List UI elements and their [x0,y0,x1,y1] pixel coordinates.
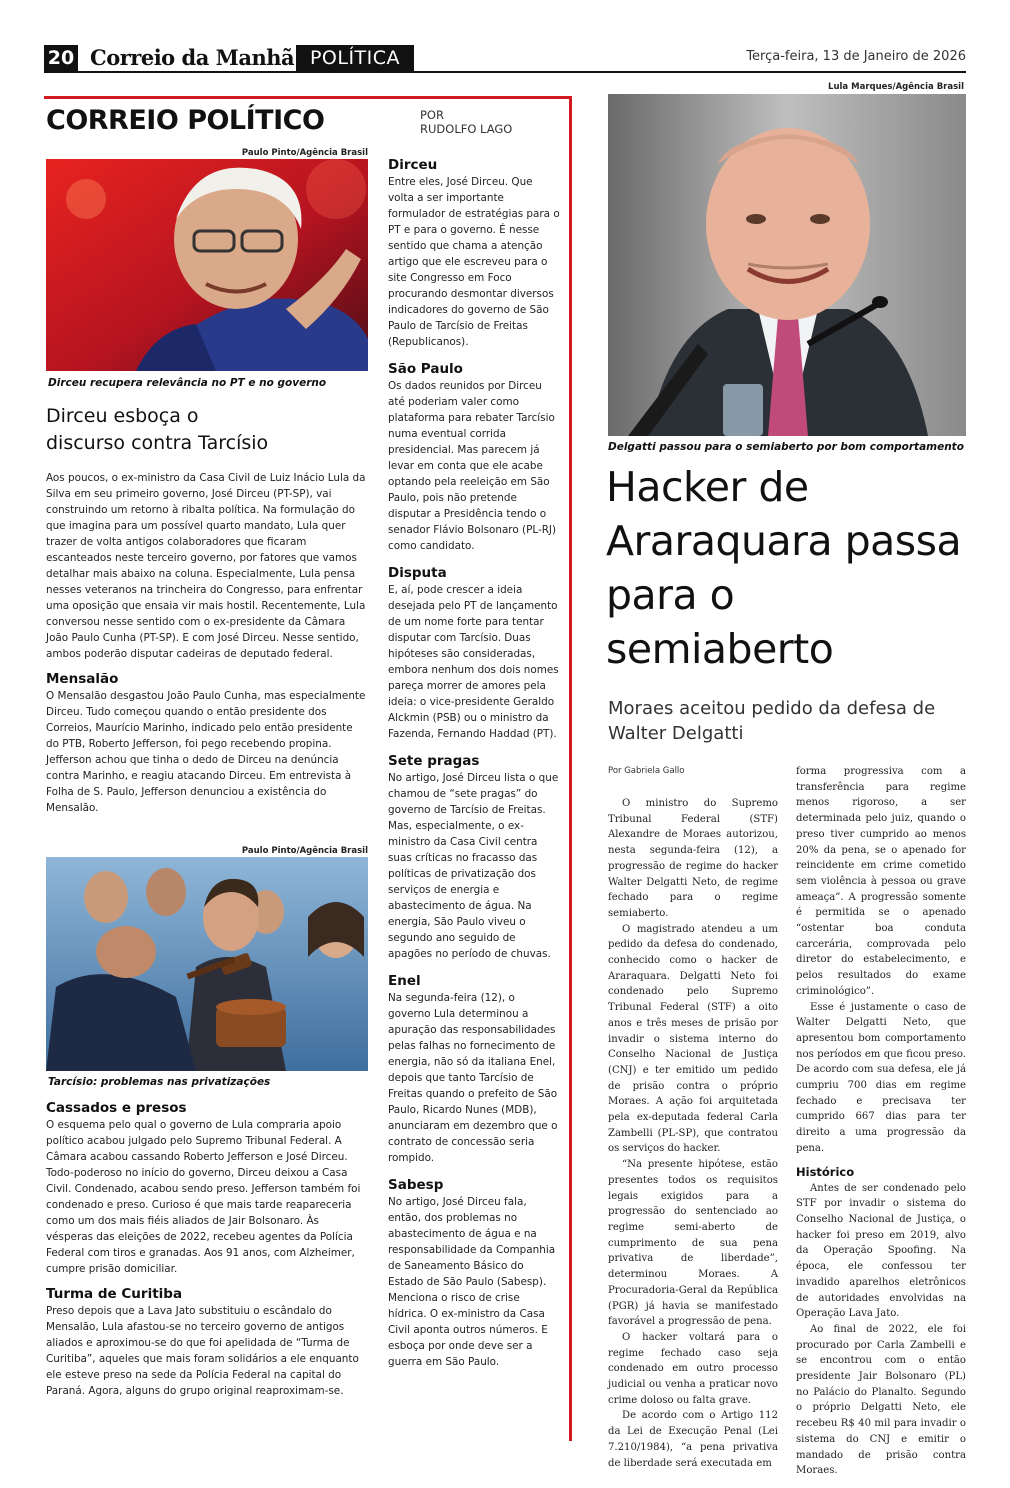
article-p7: Esse é justamente o caso de Walter Delgatti Neto, que apresentou bom comportamento nos períodos em que ficou preso. De acordo com sua defesa, ele já cumpriu 700 dias em regime fechado e precisava ter cumprido 667 dias para ter direito a uma progressão da pena. [796,1001,966,1154]
article-p1: O ministro do Supremo Tribunal Federal (STF) Alexandre de Moraes autorizou, nesta segunda-feira (12), a progressão de regime do hacker Walter Delgatti Neto, de regime fechado para o regime semiaberto. [608,798,778,919]
photo1-caption: Dirceu recupera relevância no PT e no governo [48,377,327,389]
column-right-block [388,156,560,1370]
sabesp-text: No artigo, José Dirceu fala, então, dos problemas no abastecimento de água e na responsabilidade da Companhia de Saneamento Básico do Estado de São Paulo (Sabesp). Menciona o risco de crise hídrica. O ex-ministro da Casa Civil aponta outros números. E esboça por onde deve ser a guerra em São Paulo. [388,1196,556,1368]
article-p4: O hacker voltará para o regime fechado caso seja condenado em outro processo judicial ou venha a praticar novo crime doloso ou falta grave. [608,1331,778,1406]
dirceu-text: Entre eles, José Dirceu. Que volta a ser importante formulador de estratégias para o PT e para o governo. É nesse sentido que chama a atenção artigo que ele escreveu para o site Congresso em Foco procurando desmontar diversos indicadores do governo de São Paulo de Tarcísio de Freitas (Republicanos). [388,176,560,348]
sete-subhead: Sete pragas [388,753,480,769]
issue-date: Terça-feira, 13 de Janeiro de 2026 [746,49,966,64]
article-author: Por Gabriela Gallo [608,766,685,776]
photo-tarcisio-image [46,857,368,1071]
photo1-credit: Paulo Pinto/Agência Brasil [241,148,368,158]
photo-delgatti-image [608,94,966,436]
photo2-caption: Tarcísio: problemas nas privatizações [48,1076,271,1088]
dirceu-subhead: Dirceu [388,157,438,173]
article-photo-credit: Lula Marques/Agência Brasil [828,82,964,92]
newspaper-logo: Correio da Manhã [90,45,295,70]
article-p5: De acordo com o Artigo 112 da Lei de Execução Penal (Lei 7.210/1984), “a pena privativa de liberdade será executada em [608,1410,778,1469]
page-number: 20 [44,45,78,71]
article-p6: forma progressiva com a transferência para regime menos rigoroso, a ser determinada pelo juiz, quando o preso tiver cumprido ao menos 20% da pena, se o apenado for reincidente em crime cometido sem violência à pessoa ou grave ameaça”. A progressão somente é permitida se o apenado “ostentar boa conduta carcerária, comprovada pelo diretor do estabelecimento, e pelos resultados do exame criminológico”. [796,766,966,997]
column-left-block-1 [46,470,368,816]
photo-dirceu [46,159,368,371]
article-p3: “Na presente hipótese, estão presentes todos os requisitos legais exigidos para a progressão do sentenciado ao regime semi-aberto de cumprimento de sua pena privativa de liberdade”, determinou Moraes. A Procuradoria-Geral da República (PGR) já havia se manifestado favorável a progressão de pena. [608,1159,778,1328]
enel-text: Na segunda-feira (12), o governo Lula determinou a apuração das responsabilidades pelas falhas no fornecimento de energia, não só da italiana Enel, depois que tanto Tarcísio de Freitas quando o prefeito de São Paulo, Ricardo Nunes (MDB), anunciaram em dezembro que o contrato de concessão seria rompido. [388,992,558,1164]
column-byline [420,108,512,136]
photo-delgatti [608,94,966,436]
turma-text: Preso depois que a Lava Jato substituiu o escândalo do Mensalão, Lula afastou-se no terceiro governo de antigos aliados e aproximou-se do que foi apelidada de “Turma de Curitiba”, aqueles que mais foram solidários a ele enquanto ele esteve preso na sede da Polícia Federal na capital do Paraná. Agora, alguns do grupo original reaproximam-se. [46,1305,359,1397]
article-column-2 [796,764,966,1479]
article-p2: O magistrado atendeu a um pedido da defesa do condenado, conhecido como o hacker de Araraquara. Delgatti Neto foi condenado pelo Supremo Tribunal Federal (STF) a oito anos e três meses de prisão por invadir o sistema interno do Conselho Nacional de Justiça (CNJ) e ter emitido um pedido de prisão contra o próprio Moraes. A ação foi arquitetada pela ex-deputada federal Carla Zambelli (PL-SP), que contratou os serviços do hacker. [608,923,778,1155]
mensalao-subhead: Mensalão [46,671,119,687]
article-photo-caption: Delgatti passou para o semiaberto por bom comportamento [608,441,964,453]
photo-tarcisio [46,857,368,1071]
column-left-block-2 [46,1099,368,1399]
sp-text: Os dados reunidos por Dirceu até poderiam valer como plataforma para rebater Tarcísio numa eventual corrida presidencial. Mas parecem já levar em conta que ele acabe optando pela reeleição em São Paulo, pois não pretende disputar a Presidência tendo o senador Flávio Bolsonaro (PL-RJ) como candidato. [388,380,557,552]
disputa-text: E, aí, pode crescer a ideia desejada pelo PT de lançamento de um nome forte para tentar disputar com Tarcísio. Duas hipóteses são consideradas, embora nenhum dos dois nomes pareça morrer de amores pela ideia: o vice-presidente Geraldo Alckmin (PSB) ou o ministro da Fazenda, Fernando Haddad (PT). [388,584,559,740]
column-headline-line2: discurso contra Tarcísio [46,432,269,454]
sabesp-subhead: Sabesp [388,1177,444,1193]
article-deck: Moraes aceitou pedido da defesa de Walter Delgatti [608,698,936,744]
cassados-subhead: Cassados e presos [46,1100,187,1116]
sete-text: No artigo, José Dirceu lista o que chamou de “sete pragas” do governo de Tarcísio de Freitas. Mas, especialmente, o ex-ministro da Casa Civil centra suas críticas no fracasso das políticas de privatização dos serviços de energia e abastecimento de água. Na energia, São Paulo viveu o segundo ano seguido de apagões no período de chuvas. [388,772,559,960]
article-p8: Antes de ser condenado pelo STF por invadir o sistema do Conselho Nacional de Justiça, o hacker foi preso em 2019, alvo da Operação Spoofing. Na época, ele confessou ter invadido aparelhos eletrônicos de autoridades envolvidas na Operação Lava Jato. [796,1182,966,1320]
header-rule [44,71,966,73]
mensalao-text: O Mensalão desgastou João Paulo Cunha, mas especialmente Dirceu. Tudo começou quando o então presidente dos Correios, Maurício Marinho, indicado pelo então presidente do PTB, Roberto Jefferson, foi pego recebendo propina. Jefferson achou que tinha o dedo de Dirceu na denúncia contra Marinho, e reagiu atacando Dirceu. Em entrevista à Folha de S. Paulo, Jefferson denunciou a existência do Mensalão. [46,690,366,814]
sp-subhead: São Paulo [388,361,463,377]
turma-subhead: Turma de Curitiba [46,1286,183,1302]
column-headline-line1: Dirceu esboça o [46,405,199,427]
column-intro: Aos poucos, o ex-ministro da Casa Civil de Luiz Inácio Lula da Silva em seu primeiro governo, José Dirceu (PT-SP), vai construindo um retorno à ribalta política. Na formulação do que imagina para um possível quarto mandato, Lula quer trazer de volta antigos colaboradores que ficaram escanteados neste terceiro governo, por fatores que vamos detalhar mais abaixo na coluna. Especialmente, Lula pensa nesses veteranos na trincheira do Congresso, para enfrentar uma oposição que ensaia vir mais hostil. Recentemente, Lula conversou nesse sentido com o ex-presidente da Câmara João Paulo Cunha (PT-SP). E com José Dirceu. Nesse sentido, ambos poderão disputar cadeiras de deputado federal. [46,472,366,660]
cassados-text: O esquema pelo qual o governo de Lula compraria apoio político acabou julgado pelo Supremo Tribunal Federal. A Câmara acabou cassando Roberto Jefferson e José Dirceu. Todo-poderoso no início do governo, Dirceu deixou a Casa Civil. Condenado, acabou sendo preso. Jefferson também foi condenado e preso. Curioso é que mais tarde reapareceria como um dos mais fiéis aliados de Jair Bolsonaro. Às vésperas das eleições de 2022, recebeu agentes da Polícia Federal com tiros e granadas. Aos 91 anos, com Alzheimer, cumpre prisão domiciliar. [46,1119,361,1275]
photo2-credit: Paulo Pinto/Agência Brasil [241,846,368,856]
article-p9: Ao final de 2022, ele foi procurado por Carla Zambelli e se encontrou com o então presidente Jair Bolsonaro (PL) no Palácio do Planalto. Segundo o próprio Delgatti Neto, ele recebeu R$ 40 mil para invadir o sistema do CNJ e emitir o mandado de prisão contra Moraes. [796,1323,966,1477]
historico-subhead: Histórico [796,1164,855,1179]
enel-subhead: Enel [388,973,421,989]
section-label: POLÍTICA [296,45,414,71]
photo-dirceu-image [46,159,368,371]
byline-author: RUDOLFO LAGO [420,122,513,136]
article-headline: Hacker de Araraquara passa para o semiaberto [606,463,962,673]
article-column-1 [608,796,778,1471]
byline-por: POR [420,108,444,122]
disputa-subhead: Disputa [388,565,447,581]
column-headline [46,403,268,457]
column-title: CORREIO POLÍTICO [46,105,325,136]
